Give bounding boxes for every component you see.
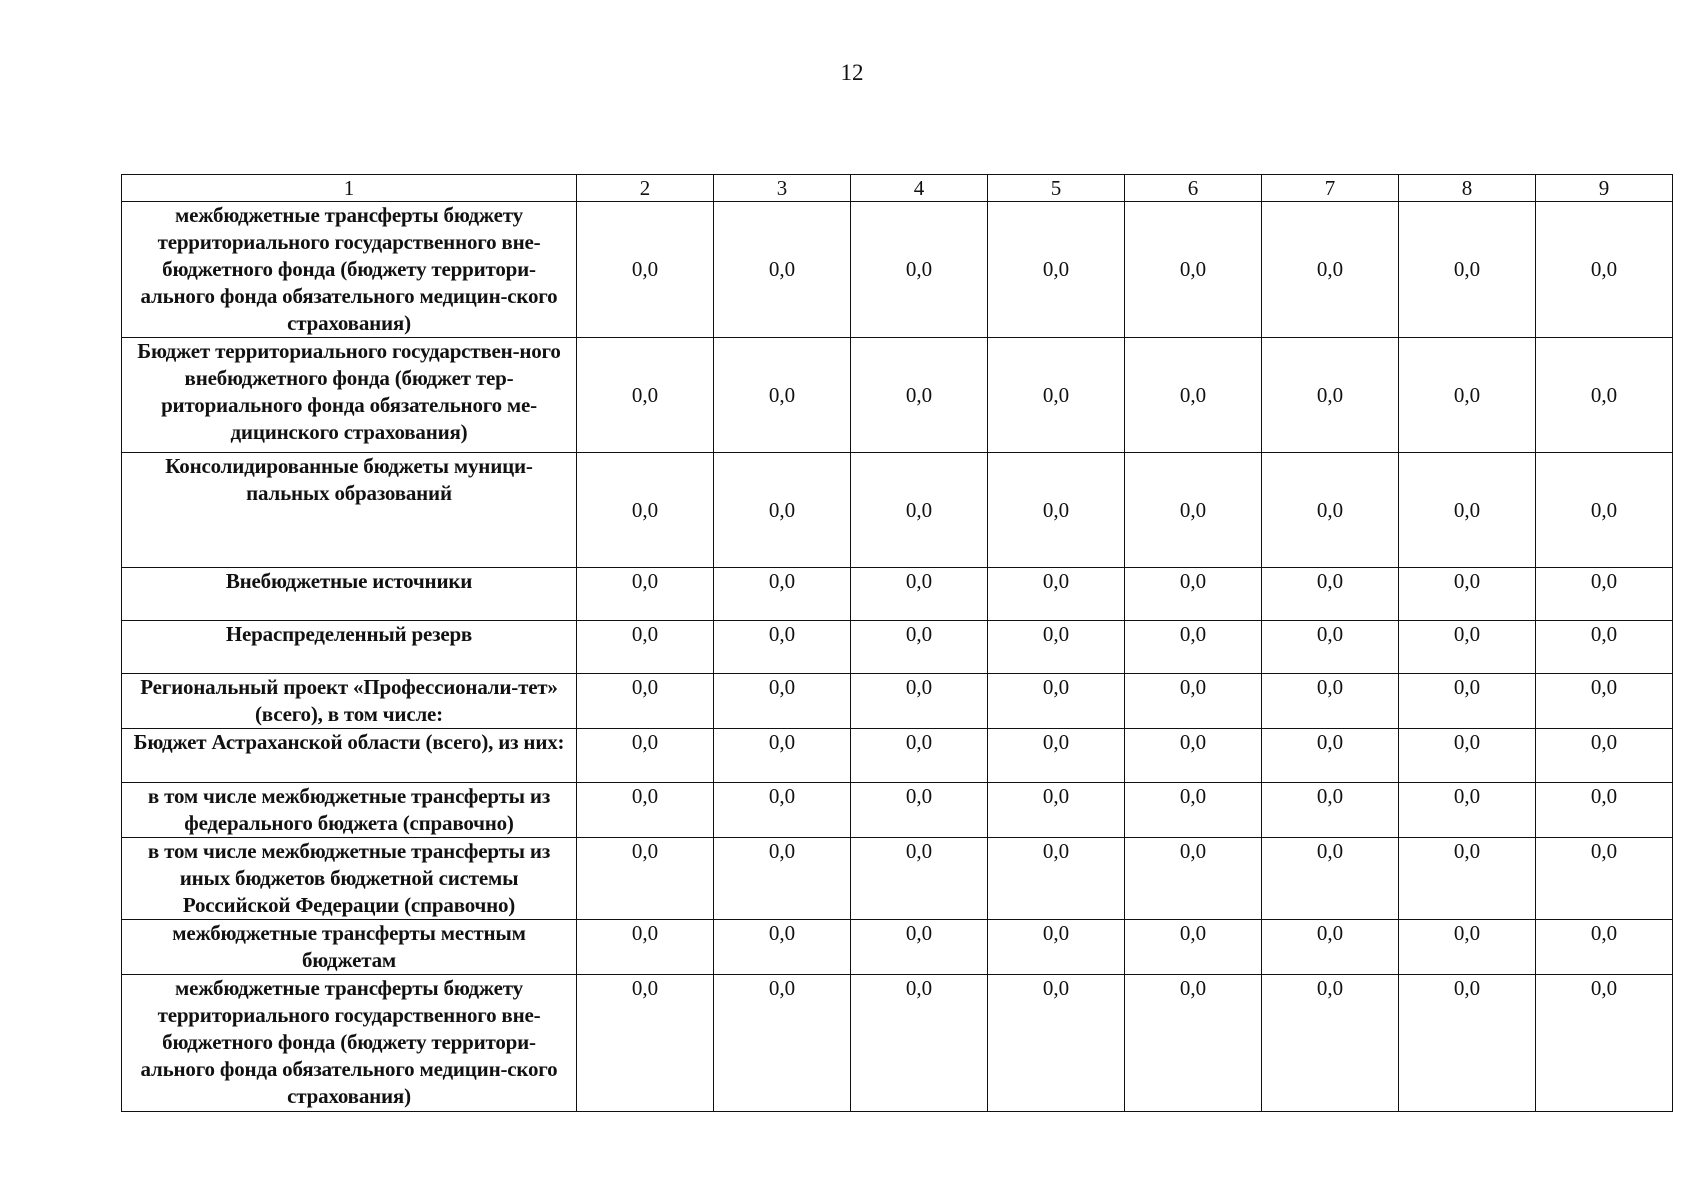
table-cell: 0,0 <box>1125 202 1262 338</box>
row-description: Внебюджетные источники <box>122 568 577 621</box>
table-cell: 0,0 <box>577 338 714 453</box>
table-cell: 0,0 <box>851 975 988 1112</box>
table-cell: 0,0 <box>1262 338 1399 453</box>
table-cell: 0,0 <box>1262 674 1399 729</box>
column-header: 1 <box>122 175 577 202</box>
table-cell: 0,0 <box>1399 453 1536 568</box>
table-cell: 0,0 <box>851 338 988 453</box>
table-cell: 0,0 <box>1125 729 1262 783</box>
table-cell: 0,0 <box>714 674 851 729</box>
header-row <box>122 175 1673 202</box>
table-cell: 0,0 <box>988 838 1125 920</box>
table-cell: 0,0 <box>851 621 988 674</box>
table-cell: 0,0 <box>714 568 851 621</box>
table-cell: 0,0 <box>1399 729 1536 783</box>
table-cell: 0,0 <box>1399 202 1536 338</box>
table-row <box>122 568 1673 621</box>
table-cell: 0,0 <box>1125 453 1262 568</box>
table-cell: 0,0 <box>577 674 714 729</box>
table-cell: 0,0 <box>1536 975 1673 1112</box>
table-cell: 0,0 <box>577 202 714 338</box>
table-cell: 0,0 <box>851 202 988 338</box>
table-cell: 0,0 <box>988 920 1125 975</box>
column-header: 6 <box>1125 175 1262 202</box>
table-cell: 0,0 <box>988 975 1125 1112</box>
table-cell: 0,0 <box>988 338 1125 453</box>
table-cell: 0,0 <box>714 453 851 568</box>
table-cell: 0,0 <box>714 202 851 338</box>
table-cell: 0,0 <box>714 783 851 838</box>
table-cell: 0,0 <box>1262 568 1399 621</box>
table-row <box>122 674 1673 729</box>
table-cell: 0,0 <box>1536 453 1673 568</box>
table-cell: 0,0 <box>577 838 714 920</box>
table-cell: 0,0 <box>1262 783 1399 838</box>
table-cell: 0,0 <box>1536 338 1673 453</box>
table-cell: 0,0 <box>714 920 851 975</box>
table-row <box>122 202 1673 338</box>
table-cell: 0,0 <box>1399 621 1536 674</box>
table-cell: 0,0 <box>1262 975 1399 1112</box>
table-cell: 0,0 <box>1536 729 1673 783</box>
row-description: в том числе межбюджетные трансферты из федерального бюджета (справочно) <box>122 783 577 838</box>
table-cell: 0,0 <box>1536 838 1673 920</box>
table-cell: 0,0 <box>1125 783 1262 838</box>
table-cell: 0,0 <box>1536 568 1673 621</box>
table-cell: 0,0 <box>1262 621 1399 674</box>
row-description: Бюджет территориального государствен-ного внебюджетного фонда (бюджет тер-риториального фонда обязательного ме-дицинского страхования) <box>122 338 577 453</box>
table-cell: 0,0 <box>988 453 1125 568</box>
table-cell: 0,0 <box>988 783 1125 838</box>
table-cell: 0,0 <box>1399 338 1536 453</box>
table-cell: 0,0 <box>714 838 851 920</box>
table-cell: 0,0 <box>1399 783 1536 838</box>
table-cell: 0,0 <box>714 338 851 453</box>
table-cell: 0,0 <box>1125 975 1262 1112</box>
row-description: Нераспределенный резерв <box>122 621 577 674</box>
column-header: 7 <box>1262 175 1399 202</box>
table-row <box>122 453 1673 568</box>
table-cell: 0,0 <box>714 729 851 783</box>
row-description: Региональный проект «Профессионали-тет» (всего), в том числе: <box>122 674 577 729</box>
table-cell: 0,0 <box>577 975 714 1112</box>
table-cell: 0,0 <box>1536 202 1673 338</box>
table-row <box>122 783 1673 838</box>
table-cell: 0,0 <box>1399 674 1536 729</box>
page-number: 12 <box>840 60 864 85</box>
table-cell: 0,0 <box>714 975 851 1112</box>
table-cell: 0,0 <box>988 621 1125 674</box>
column-header: 9 <box>1536 175 1673 202</box>
table-cell: 0,0 <box>988 202 1125 338</box>
row-description: межбюджетные трансферты местным бюджетам <box>122 920 577 975</box>
table-cell: 0,0 <box>1125 568 1262 621</box>
table-cell: 0,0 <box>1399 920 1536 975</box>
table-cell: 0,0 <box>1536 621 1673 674</box>
row-description: межбюджетные трансферты бюджету территориального государственного вне-бюджетного фонда (бюджету территори-ального фонда обязательного медицин-ского страхования) <box>122 202 577 338</box>
table-cell: 0,0 <box>851 568 988 621</box>
table-cell: 0,0 <box>988 568 1125 621</box>
table-row <box>122 729 1673 783</box>
table-cell: 0,0 <box>714 621 851 674</box>
table-row <box>122 838 1673 920</box>
table-cell: 0,0 <box>851 453 988 568</box>
column-header: 5 <box>988 175 1125 202</box>
row-description: Консолидированные бюджеты муници-пальных образований <box>122 453 577 568</box>
table-cell: 0,0 <box>1125 338 1262 453</box>
table-cell: 0,0 <box>1399 975 1536 1112</box>
row-description: в том числе межбюджетные трансферты из иных бюджетов бюджетной системы Российской Федерации (справочно) <box>122 838 577 920</box>
table-cell: 0,0 <box>1262 920 1399 975</box>
table-row <box>122 975 1673 1112</box>
table-cell: 0,0 <box>1262 453 1399 568</box>
table-row <box>122 920 1673 975</box>
table-cell: 0,0 <box>1399 568 1536 621</box>
table-cell: 0,0 <box>1262 729 1399 783</box>
budget-table <box>121 174 1673 1112</box>
table-cell: 0,0 <box>851 920 988 975</box>
table-cell: 0,0 <box>577 453 714 568</box>
table-cell: 0,0 <box>577 621 714 674</box>
table-cell: 0,0 <box>1262 838 1399 920</box>
table-cell: 0,0 <box>1125 920 1262 975</box>
table-cell: 0,0 <box>1125 838 1262 920</box>
table-cell: 0,0 <box>1125 674 1262 729</box>
table-cell: 0,0 <box>1399 838 1536 920</box>
row-description: Бюджет Астраханской области (всего), из них: <box>122 729 577 783</box>
table-cell: 0,0 <box>577 729 714 783</box>
column-header: 4 <box>851 175 988 202</box>
table-cell: 0,0 <box>1536 674 1673 729</box>
table-cell: 0,0 <box>577 568 714 621</box>
row-description: межбюджетные трансферты бюджету территориального государственного вне-бюджетного фонда (бюджету территори-ального фонда обязательного медицин-ского страхования) <box>122 975 577 1112</box>
table-row <box>122 621 1673 674</box>
table-cell: 0,0 <box>851 838 988 920</box>
table-cell: 0,0 <box>988 729 1125 783</box>
table-cell: 0,0 <box>851 729 988 783</box>
table-cell: 0,0 <box>1125 621 1262 674</box>
table-cell: 0,0 <box>577 783 714 838</box>
column-header: 3 <box>714 175 851 202</box>
table-cell: 0,0 <box>1262 202 1399 338</box>
table-cell: 0,0 <box>851 783 988 838</box>
column-header: 8 <box>1399 175 1536 202</box>
table-cell: 0,0 <box>1536 783 1673 838</box>
table-row <box>122 338 1673 453</box>
table-cell: 0,0 <box>1536 920 1673 975</box>
table-cell: 0,0 <box>851 674 988 729</box>
table-cell: 0,0 <box>988 674 1125 729</box>
table-cell: 0,0 <box>577 920 714 975</box>
column-header: 2 <box>577 175 714 202</box>
